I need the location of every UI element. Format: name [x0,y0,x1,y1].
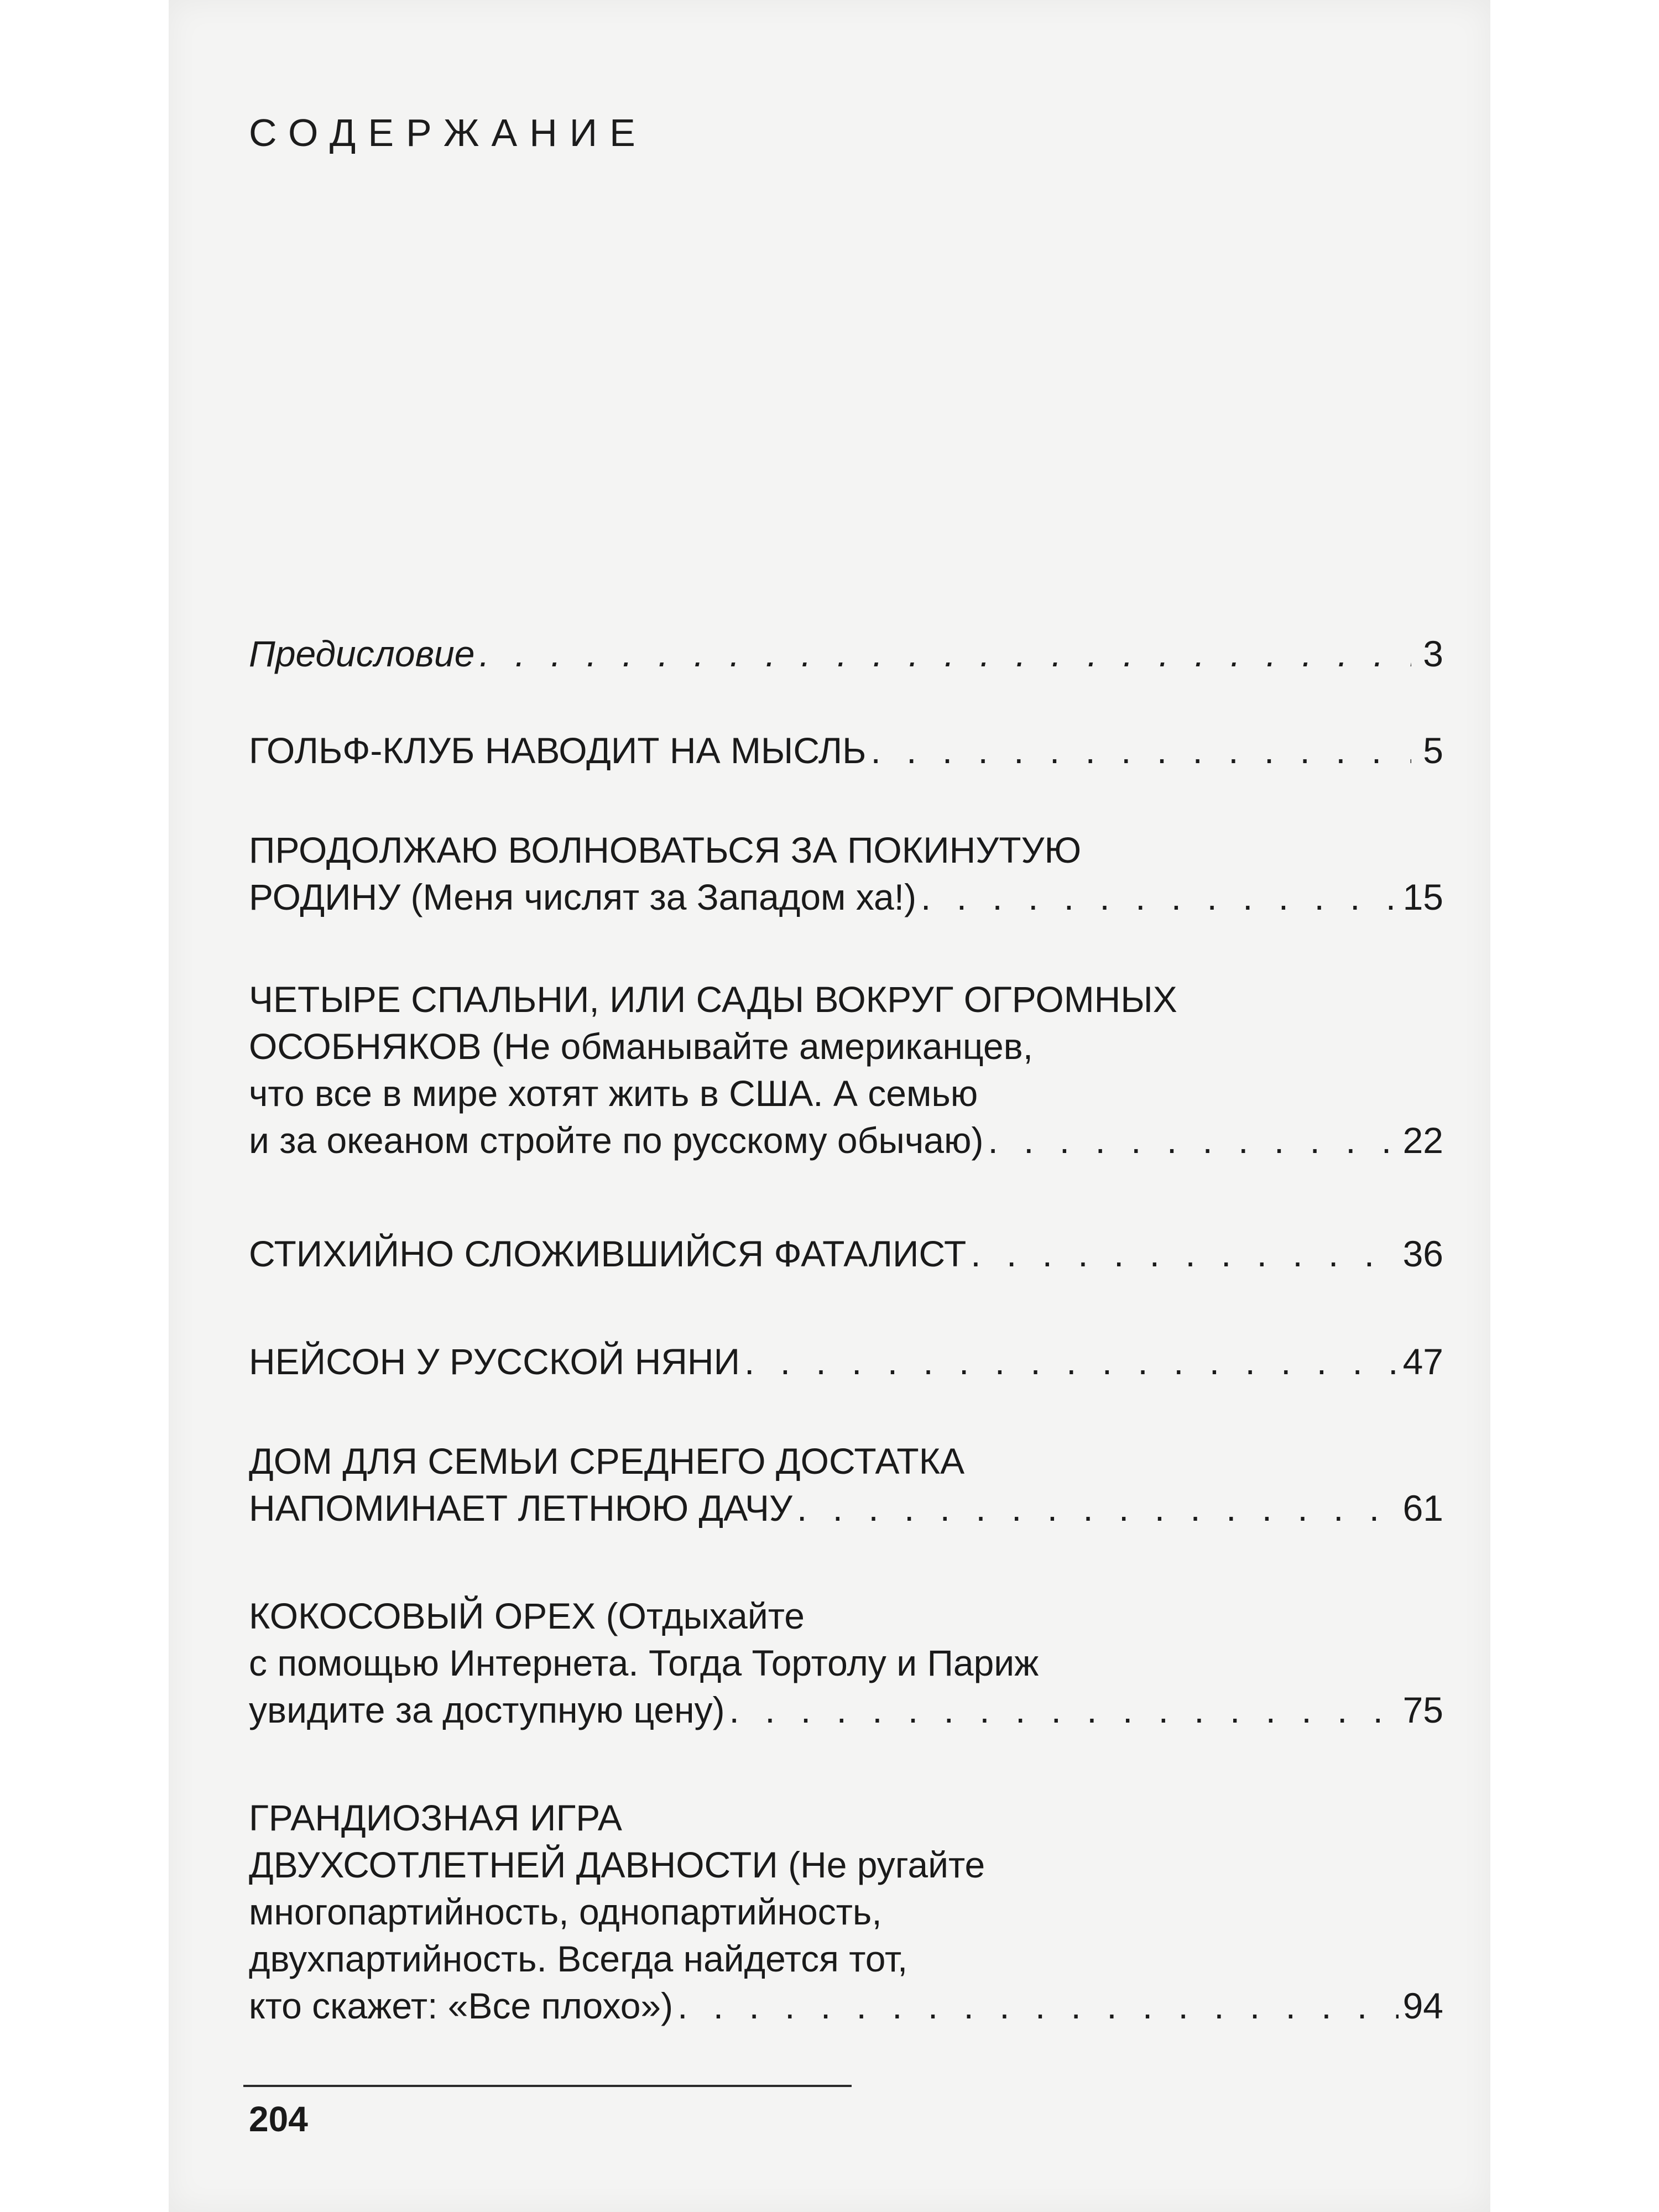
toc-page-number: 5 [1423,730,1443,771]
toc-entry-house [249,1438,1443,1532]
leader-dots [971,1230,1398,1277]
toc-entry-line: что все в мире хотят жить в США. А семью [249,1073,978,1114]
leader-dots [479,630,1411,677]
toc-entry-title: РОДИНУ (Меня числят за Западом ха!) [249,877,917,917]
toc-entry-line [249,1485,1443,1532]
leader-dots [988,1117,1398,1164]
toc-entry-homeland [249,827,1443,921]
toc-entry-four-bedrooms [249,976,1443,1164]
toc-entry-title: НЕЙСОН У РУССКОЙ НЯНИ [249,1341,740,1382]
toc-entry-title: Предисловие [249,633,475,674]
toc-entry-line [249,1687,1443,1734]
leader-dots [744,1338,1399,1385]
toc-entry-title: ГОЛЬФ-КЛУБ НАВОДИТ НА МЫСЛЬ [249,730,867,771]
footer-rule [243,2085,852,2087]
toc-entry-title: СТИХИЙНО СЛОЖИВШИЙСЯ ФАТАЛИСТ [249,1233,967,1274]
toc-entry-fatalist [249,1230,1443,1277]
toc-entry-line [249,1338,1443,1385]
leader-dots [729,1687,1399,1734]
toc-page-number: 36 [1402,1233,1443,1274]
toc-page-number: 61 [1402,1488,1443,1528]
toc-entry-line [249,727,1443,774]
toc-entry-line: с помощью Интернета. Тогда Тортолу и Париж [249,1642,1039,1683]
toc-page-number: 75 [1402,1689,1443,1730]
toc-entry-line [249,1983,1443,2030]
toc-entry-grand-game [249,1794,1443,2030]
leader-dots [921,874,1399,921]
leader-dots [797,1485,1399,1532]
toc-entry-line: КОКОСОВЫЙ ОРЕХ (Отдыхайте [249,1595,805,1636]
toc-entry-line [249,630,1443,677]
toc-page-number: 15 [1402,877,1443,917]
toc-entry-line: двухпартийность. Всегда найдется тот, [249,1938,908,1979]
toc-entry-golf-club [249,727,1443,774]
toc-entry-line [249,1117,1443,1164]
toc-entry-line [249,1230,1443,1277]
leader-dots [870,727,1411,774]
page-number: 204 [249,2099,308,2139]
toc-entry-coconut [249,1593,1443,1734]
toc-page-number: 22 [1402,1120,1443,1161]
toc-entry-title: и за океаном стройте по русскому обычаю) [249,1120,984,1161]
toc-entry-line: многопартийность, однопартийность, [249,1891,882,1932]
toc-entry-title: кто скажет: «Все плохо») [249,1985,674,2026]
toc-entry-line: ДОМ ДЛЯ СЕМЬИ СРЕДНЕГО ДОСТАТКА [249,1441,965,1481]
leader-dots [677,1983,1398,2030]
toc-entry-line: ГРАНДИОЗНАЯ ИГРА [249,1797,622,1838]
toc-entry-preface [249,630,1443,677]
toc-entry-title: увидите за доступную цену) [249,1689,725,1730]
toc-entry-nanny [249,1338,1443,1385]
toc-page-number: 3 [1423,633,1443,674]
toc-page-number: 94 [1402,1985,1443,2026]
toc-entry-line: ДВУХСОТЛЕТНЕЙ ДАВНОСТИ (Не ругайте [249,1844,985,1885]
toc-page-number: 47 [1402,1341,1443,1382]
toc-entry-line [249,874,1443,921]
toc-entry-title: НАПОМИНАЕТ ЛЕТНЮЮ ДАЧУ [249,1488,792,1528]
page-title: СОДЕРЖАНИЕ [249,111,648,154]
toc-entry-line: ОСОБНЯКОВ (Не обманывайте американцев, [249,1026,1034,1067]
toc-entry-line: ЧЕТЫРЕ СПАЛЬНИ, ИЛИ САДЫ ВОКРУГ ОГРОМНЫХ [249,979,1177,1020]
toc-entry-line: ПРОДОЛЖАЮ ВОЛНОВАТЬСЯ ЗА ПОКИНУТУЮ [249,830,1082,870]
